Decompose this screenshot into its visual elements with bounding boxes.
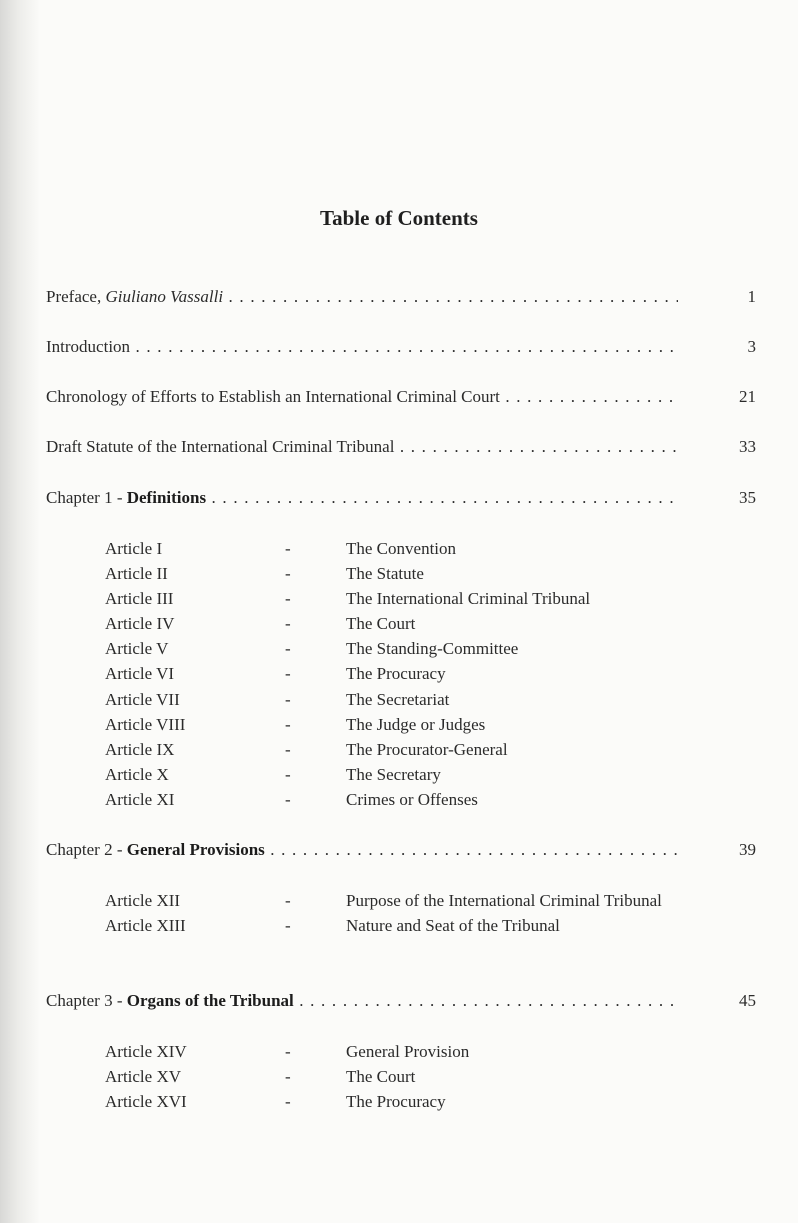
article-dash: - (285, 891, 291, 910)
article-dash: - (285, 614, 291, 634)
article-number: Article III (105, 589, 174, 609)
article-row (105, 762, 705, 787)
toc-entry-chronology (46, 385, 756, 409)
article-dash: - (285, 714, 291, 734)
toc-entry-label: Chapter 2 - General Provisions . . . (46, 838, 678, 862)
toc-entry-author: Giuliano Vassalli (105, 287, 224, 306)
toc-entry-chapter-2 (46, 838, 756, 862)
article-title: General Provision (346, 1042, 470, 1061)
article-dash: - (285, 1042, 291, 1061)
article-dash: - (285, 539, 291, 558)
article-row (105, 1039, 705, 1064)
chapter-1-article-list (105, 536, 705, 812)
article-number: Article XVI (105, 1092, 187, 1112)
article-title: The Procuracy (346, 664, 446, 684)
article-row (105, 737, 705, 762)
article-number: Article XV (105, 1067, 182, 1087)
article-number: Article XI (105, 789, 175, 809)
article-number: Article I (105, 539, 163, 558)
chapter-3-article-list (105, 1039, 705, 1114)
article-title: The Court (346, 614, 416, 634)
article-title: The Judge or Judges (346, 714, 486, 734)
article-dash: - (285, 689, 291, 709)
article-title: The Court (346, 1067, 416, 1087)
article-dash: - (285, 739, 291, 759)
toc-entry-label: Chapter 3 - Organs of the Tribunal . . . (46, 989, 678, 1013)
toc-page-number: 3 (747, 337, 756, 356)
article-number: Article II (105, 564, 168, 584)
article-number: Article XIII (105, 916, 186, 936)
article-number: Article X (105, 764, 169, 784)
article-dash: - (285, 664, 291, 684)
article-dash: - (285, 1067, 291, 1087)
toc-page-number: 33 (739, 437, 756, 456)
article-title: The Procurator-General (346, 739, 508, 759)
article-row (105, 636, 705, 661)
article-dash: - (285, 564, 291, 584)
article-title: Purpose of the International Criminal Tribunal (346, 891, 662, 910)
chapter-title: Definitions (126, 488, 207, 507)
article-dash: - (285, 916, 291, 936)
article-row (105, 536, 705, 561)
article-row (105, 787, 705, 812)
article-row (105, 687, 705, 712)
article-title: The Secretary (346, 764, 441, 784)
article-row (105, 661, 705, 686)
toc-entry-chapter-1 (46, 486, 756, 510)
toc-entry-label: Preface, Giuliano Vassalli . . . (46, 285, 678, 309)
page-title: Table of Contents (320, 206, 478, 230)
article-title: The Statute (346, 564, 424, 584)
article-dash: - (285, 789, 291, 809)
article-title: The Convention (346, 539, 457, 558)
article-row (105, 1089, 705, 1114)
article-number: Article VIII (105, 714, 186, 734)
toc-page-number: 45 (739, 991, 756, 1010)
toc-entry-label: Introduction . . . (46, 335, 678, 359)
chapter-2-article-list (105, 888, 705, 938)
chapter-title: General Provisions (126, 840, 265, 859)
article-title: The Standing-Committee (346, 639, 519, 659)
article-number: Article XII (105, 891, 181, 910)
article-title: Crimes or Offenses (346, 789, 478, 809)
article-number: Article VI (105, 664, 175, 684)
toc-page-number: 1 (747, 287, 756, 306)
article-row (105, 1064, 705, 1089)
toc-page-number: 21 (739, 387, 756, 406)
article-title: The Procuracy (346, 1092, 446, 1112)
article-number: Article IX (105, 739, 175, 759)
article-row (105, 586, 705, 611)
article-dash: - (285, 589, 291, 609)
toc-entry-preface (46, 285, 756, 309)
article-row (105, 712, 705, 737)
article-title: Nature and Seat of the Tribunal (346, 916, 560, 936)
article-number: Article VII (105, 689, 180, 709)
article-number: Article IV (105, 614, 175, 634)
page-edge-shadow (0, 0, 40, 1223)
article-row (105, 888, 705, 913)
chapter-title: Organs of the Tribunal (126, 991, 294, 1010)
toc-entry-label: Chronology of Efforts to Establish an International Criminal Court . . . (46, 385, 678, 409)
article-dash: - (285, 764, 291, 784)
article-dash: - (285, 639, 291, 659)
article-row (105, 913, 705, 938)
article-number: Article XIV (105, 1042, 187, 1061)
article-number: Article V (105, 639, 169, 659)
article-title: The Secretariat (346, 689, 450, 709)
toc-entry-label: Draft Statute of the International Criminal Tribunal . . . (46, 435, 678, 459)
article-row (105, 561, 705, 586)
toc-entry-chapter-3 (46, 989, 756, 1013)
article-row (105, 611, 705, 636)
toc-entry-draft-statute (46, 435, 756, 459)
toc-entry-label: Chapter 1 - Definitions . . . (46, 486, 678, 510)
toc-page-number: 35 (739, 488, 756, 507)
article-dash: - (285, 1092, 291, 1112)
toc-page-number: 39 (739, 840, 756, 859)
toc-entry-introduction (46, 335, 756, 359)
article-title: The International Criminal Tribunal (346, 589, 591, 609)
